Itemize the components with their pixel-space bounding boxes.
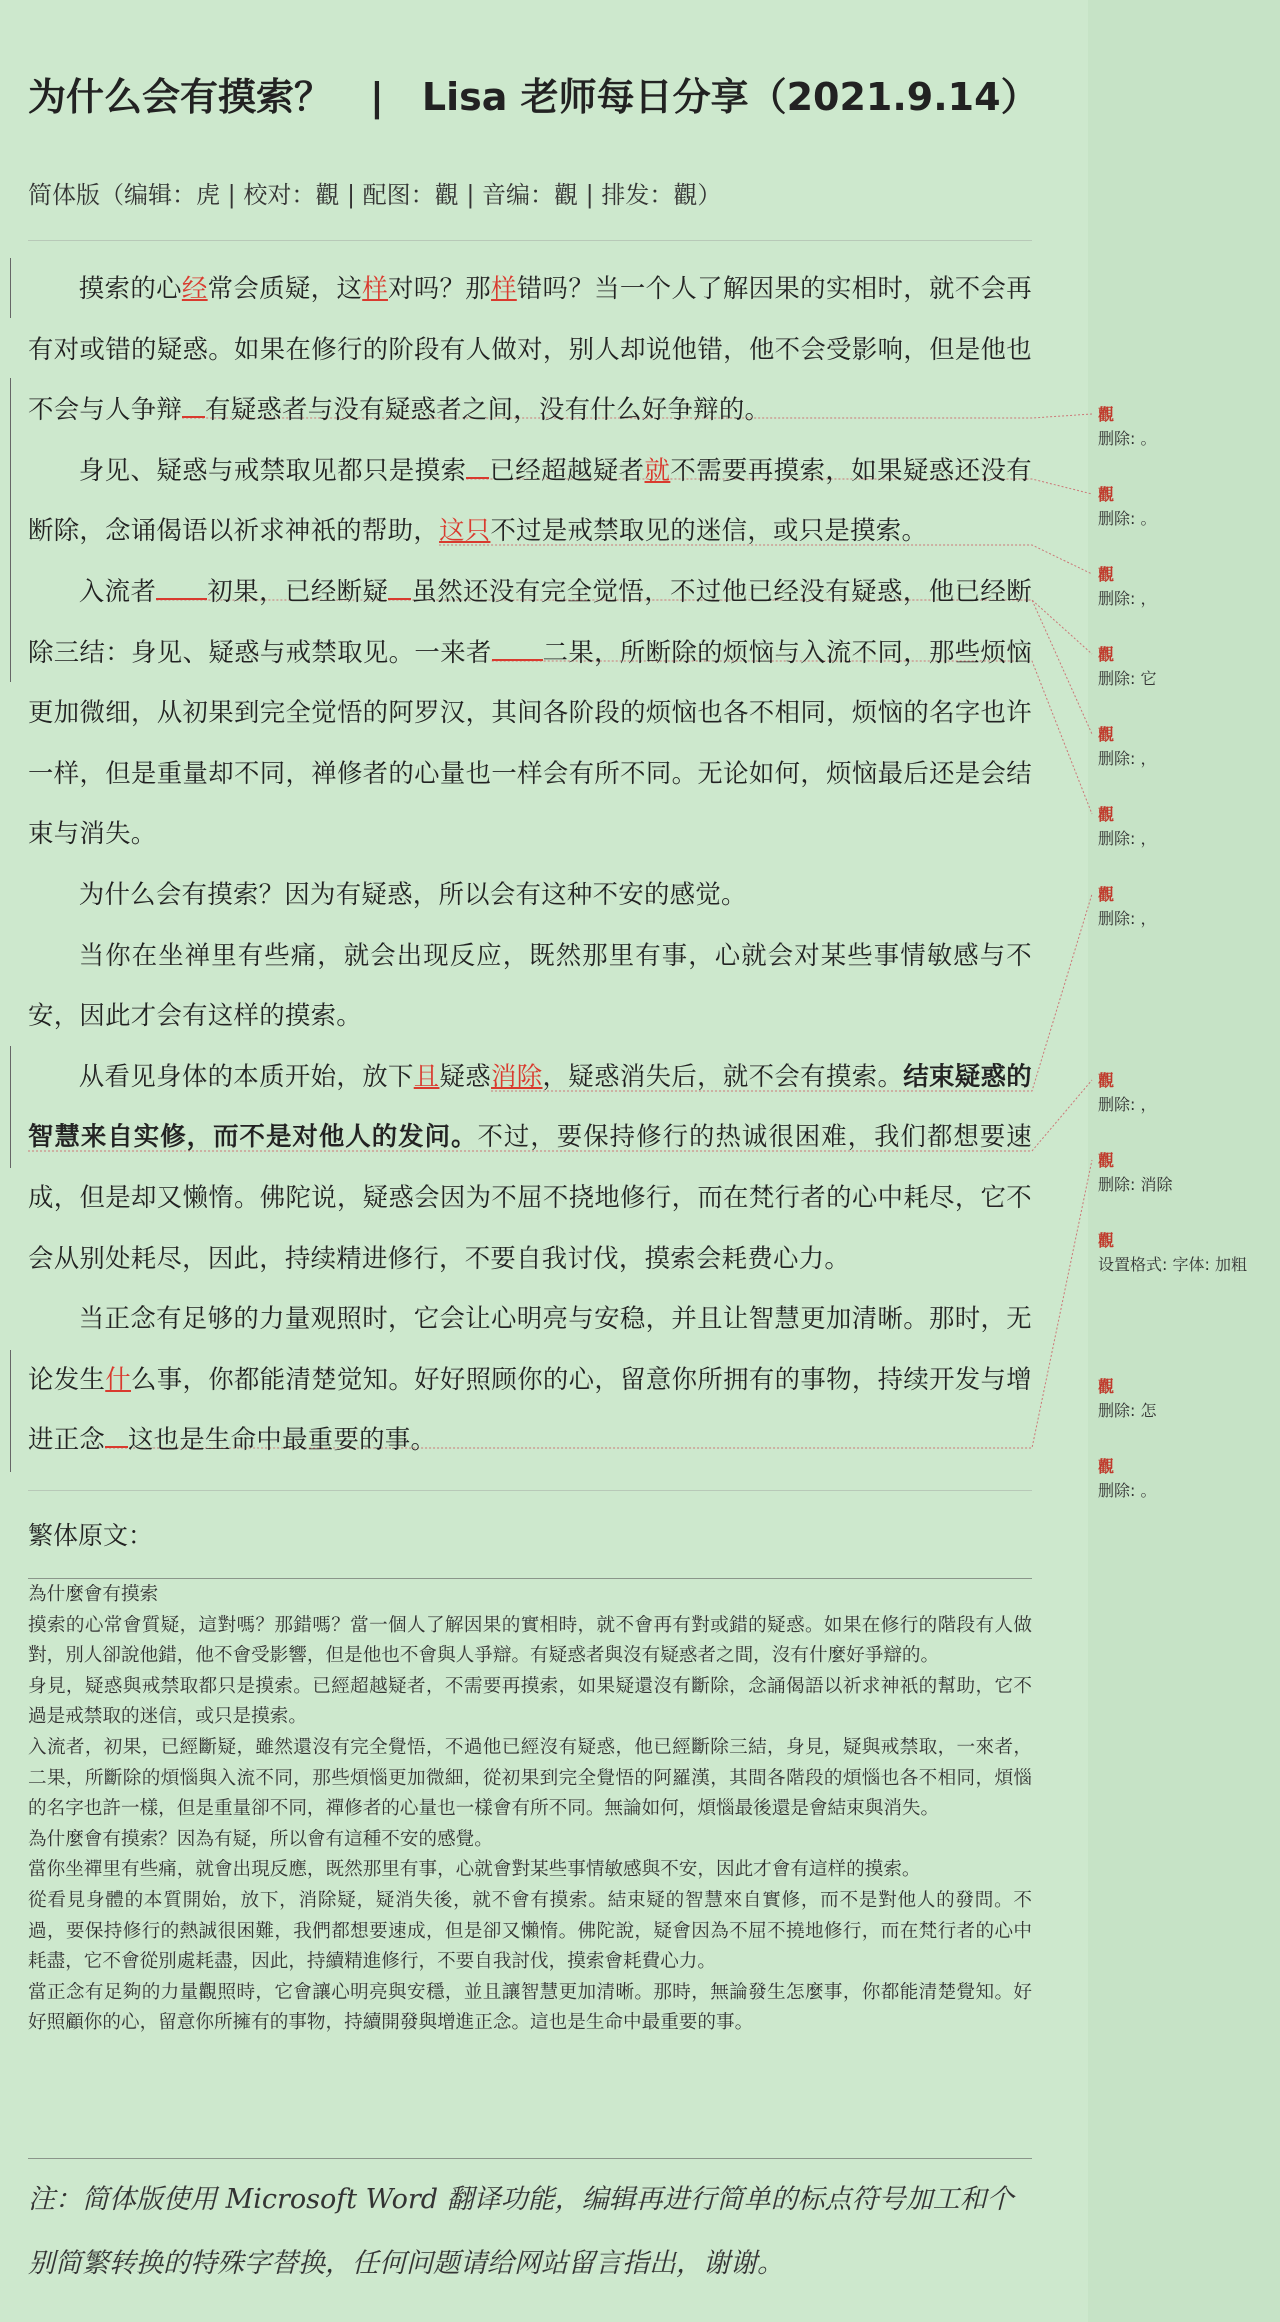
trad-paragraph: 當正念有足夠的力量觀照時，它會讓心明亮與安穩，並且讓智慧更加清晰。那時，無論發生怎麼事，你都能清楚覺知。好好照顧你的心，留意你所擁有的事物，持續開發與增進正念。這也是生命中最重要的事。 (28, 1981, 1032, 2034)
page-title: 为什么会有摸索？ | Lisa 老师每日分享（2021.9.14） (28, 75, 1039, 119)
revision-comment[interactable]: 觀 删除: 。 (1098, 1457, 1157, 1500)
paragraph: 从看见身体的本质开始，放下且疑惑消除，疑惑消失后，就不会有摸索。结束疑惑的智慧来自实修，而不是对他人的发问。不过，要保持修行的热诚很困难，我们都想要速成，但是却又懒惰。佛陀说，疑惑会因为不屈不挠地修行，而在梵行者的心中耗尽，它不会从别处耗尽，因此，持续精进修行，不要自我讨伐，摸索会耗费心力。 (28, 1060, 1032, 1273)
simplified-text (28, 258, 1032, 1470)
translation-note: 注：简体版使用 Microsoft Word 翻译功能，编辑再进行简单的标点符号加工和个别简繁转换的特殊字替换，任何问题请给网站留言指出，谢谢。 (28, 2184, 1014, 2279)
trad-paragraph: 身見，疑惑與戒禁取都只是摸索。已經超越疑者，不需要再摸索，如果疑還沒有斷除，念誦偈語以祈求神祇的幫助，它不過是戒禁取的迷信，或只是摸索。 (28, 1675, 1032, 1728)
trad-paragraph: 從看見身體的本質開始，放下，消除疑，疑消失後，就不會有摸索。結束疑的智慧來自實修，而不是對他人的發問。不過，要保持修行的熱誠很困難，我們都想要速成，但是卻又懶惰。佛陀說，疑會因為不屈不撓地修行，而在梵行者的心中耗盡，它不會從別處耗盡，因此，持續精進修行，不要自我討伐，摸索會耗費心力。 (28, 1889, 1032, 1973)
revision-comment[interactable]: 觀 删除: ， (1098, 1071, 1157, 1114)
trad-paragraph: 摸索的心常會質疑，這對嗎？那錯嗎？當一個人了解因果的實相時，就不會再有對或錯的疑惑。如果在修行的階段有人做對，別人卻說他錯，他不會受影響，但是他也不會與人爭辯。有疑惑者與沒有疑惑者之間，沒有什麼好爭辯的。 (28, 1614, 1032, 1667)
revision-comment[interactable]: 觀 设置格式: 字体: 加粗 (1098, 1231, 1247, 1274)
inserted-text[interactable]: 消除 (491, 1060, 543, 1091)
revision-comment[interactable]: 觀 删除: ， (1098, 805, 1157, 848)
inserted-text[interactable]: 就 (644, 454, 671, 485)
paragraph: 身见、疑惑与戒禁取见都只是摸索 已经超越疑者就不需要再摸索，如果疑惑还没有断除，念诵偈语以祈求神祇的帮助，这只不过是戒禁取见的迷信，或只是摸索。 (28, 454, 1032, 546)
deletion-mark[interactable] (388, 583, 411, 600)
revision-comment[interactable]: 觀 删除: 它 (1098, 645, 1157, 688)
inserted-text[interactable]: 经 (181, 273, 208, 303)
revision-comment[interactable]: 觀 删除: 怎 (1098, 1377, 1157, 1420)
credits-line: 简体版（编辑：虎 | 校对：觀 | 配图：觀 | 音编：觀 | 排发：觀） (28, 181, 722, 209)
paragraph: 当你在坐禅里有些痛，就会出现反应，既然那里有事，心就会对某些事情敏感与不安，因此才会有这样的摸索。 (28, 939, 1032, 1031)
change-bar (10, 378, 11, 682)
revision-comment[interactable]: 觀 删除: ， (1098, 725, 1157, 768)
inserted-text[interactable]: 样 (362, 273, 388, 303)
deletion-mark[interactable] (156, 583, 207, 600)
traditional-label: 繁体原文： (28, 1521, 154, 1550)
inserted-text[interactable]: 什 (105, 1363, 131, 1394)
paragraph: 为什么会有摸索？因为有疑惑，所以会有这种不安的感觉。 (78, 878, 747, 909)
paragraph: 摸索的心经常会质疑，这样对吗？那样错吗？当一个人了解因果的实相时，就不会再有对或错的疑惑。如果在修行的阶段有人做对，别人却说他错，他不会受影响，但是他也不会与人争辩 有疑惑者与没有疑惑者之间，没有什么好争辩的。 (28, 273, 1032, 425)
paragraph: 当正念有足够的力量观照时，它会让心明亮与安稳，并且让智慧更加清晰。那时，无论发生什么事，你都能清楚觉知。好好照顾你的心，留意你所拥有的事物，持续开发与增进正念 这也是生命中最重要的事。 (28, 1303, 1032, 1455)
revision-comment[interactable]: 觀 删除: 消除 (1098, 1151, 1173, 1194)
trad-paragraph: 為什麼會有摸索 (28, 1584, 159, 1605)
trad-paragraph: 為什麼會有摸索？因為有疑，所以會有這種不安的感覺。 (28, 1828, 493, 1850)
inserted-text[interactable]: 这只 (439, 515, 491, 546)
revision-comment[interactable]: 觀 删除: ， (1098, 885, 1157, 928)
deletion-mark[interactable] (182, 401, 205, 418)
traditional-text (28, 1580, 1032, 2039)
deletion-mark[interactable] (466, 462, 489, 479)
revision-comment[interactable]: 觀 删除: 。 (1098, 405, 1157, 448)
change-bar (10, 1350, 11, 1472)
divider (28, 2158, 1032, 2159)
deletion-mark[interactable] (105, 1431, 128, 1448)
inserted-text[interactable]: 且 (413, 1060, 440, 1091)
deletion-mark[interactable] (492, 643, 543, 660)
revision-comment[interactable]: 觀 删除: ， (1098, 565, 1157, 608)
trad-paragraph: 當你坐禪里有些痛，就會出現反應，既然那里有事，心就會對某些事情敏感與不安，因此才會有這样的摸索。 (28, 1859, 921, 1881)
change-bar (10, 258, 11, 318)
divider (28, 1578, 1032, 1579)
revision-comment[interactable]: 觀 删除: 。 (1098, 485, 1157, 528)
change-bar (10, 1046, 11, 1168)
paragraph: 入流者 初果，已经断疑 虽然还没有完全觉悟，不过他已经没有疑惑，他已经断除三结：身见、疑惑与戒禁取见。一来者 二果，所断除的烦恼与入流不同，那些烦恼更加微细，从初果到完全觉悟的阿罗汉，其间各阶段的烦恼也各不相同，烦恼的名字也许一样，但是重量却不同，禅修者的心量也一样会有所不同。无论如何，烦恼最后还是会结束与消失。 (28, 575, 1032, 849)
divider (28, 240, 1032, 241)
divider (28, 1490, 1032, 1491)
inserted-text[interactable]: 样 (491, 273, 517, 303)
trad-paragraph: 入流者，初果，已經斷疑，雖然還沒有完全覺悟，不過他已經沒有疑惑，他已經斷除三結，身見，疑與戒禁取，一來者，二果，所斷除的煩惱與入流不同，那些煩惱更加微細，從初果到完全覺悟的阿羅漢，其間各階段的煩惱也各不相同，煩惱的名字也許一樣，但是重量卻不同，禪修者的心量也一樣會有所不同。無論如何，煩惱最後還是會結束與消失。 (28, 1736, 1032, 1820)
bold-text: 结束疑惑的智慧来自实修，而不是对他人的发问。 (28, 1060, 1032, 1152)
